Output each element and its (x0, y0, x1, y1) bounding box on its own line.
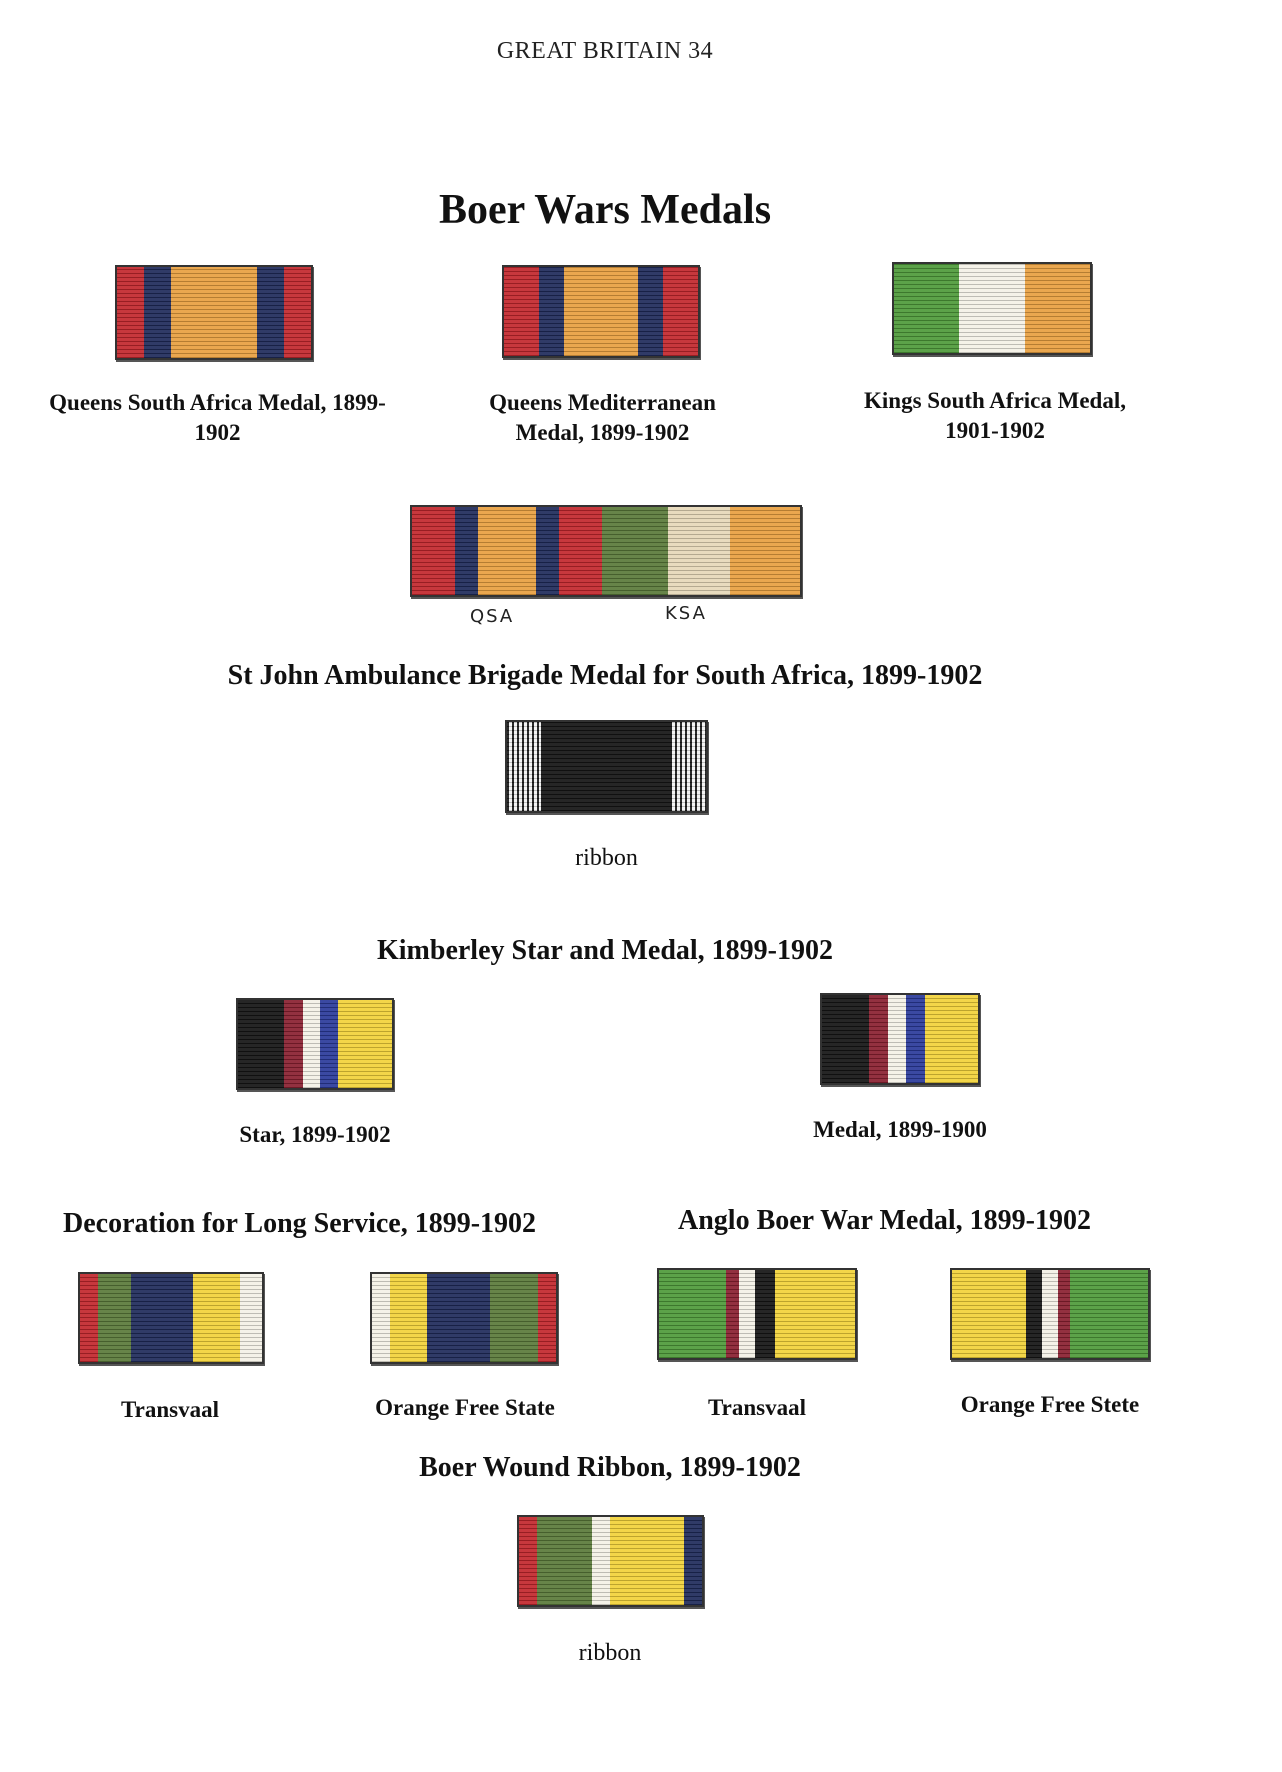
caption-boer-wound: ribbon (578, 1640, 642, 1666)
section-wound: Boer Wound Ribbon, 1899-1902 (419, 1452, 801, 1483)
ribbon-boer-wound (517, 1515, 704, 1607)
ribbon-st-john (505, 720, 708, 813)
page-header: GREAT BRITAIN 34 (496, 38, 714, 64)
caption-long-service-ofs: Orange Free State (375, 1395, 555, 1420)
mark-qsa: QSA (470, 606, 515, 627)
section-long-service: Decoration for Long Service, 1899-1902 (63, 1208, 537, 1239)
section-kimberley: Kimberley Star and Medal, 1899-1902 (376, 935, 833, 966)
page-title: Boer Wars Medals (438, 187, 772, 233)
section-anglo-boer: Anglo Boer War Medal, 1899-1902 (678, 1205, 1091, 1236)
mark-ksa: KSA (665, 603, 707, 624)
ribbon-long-service-ofs (370, 1272, 558, 1364)
section-st-john: St John Ambulance Brigade Medal for South Africa, 1899-1902 (227, 660, 983, 691)
caption-st-john: ribbon (575, 845, 638, 871)
ribbon-kimberley-medal (820, 993, 980, 1085)
ribbon-ksa (892, 262, 1092, 355)
caption-long-service-transvaal: Transvaal (121, 1397, 219, 1422)
caption-qmm: Queens Mediterranean Medal, 1899-1902 (489, 390, 716, 445)
caption-kimberley-star: Star, 1899-1902 (239, 1122, 391, 1147)
caption-ksa: Kings South Africa Medal, 1901-1902 (864, 388, 1126, 443)
ribbon-qsa (115, 265, 313, 360)
ribbon-kimberley-star (236, 998, 394, 1090)
caption-anglo-boer-transvaal: Transvaal (708, 1395, 806, 1420)
caption-kimberley-medal: Medal, 1899-1900 (813, 1117, 987, 1142)
ribbon-qmm (502, 265, 700, 358)
ribbon-anglo-boer-transvaal (657, 1268, 857, 1360)
ribbon-qsa-ksa-combined (410, 505, 802, 597)
caption-anglo-boer-ofs: Orange Free Stete (960, 1392, 1140, 1417)
caption-qsa: Queens South Africa Medal, 1899-1902 (49, 390, 386, 445)
ribbon-anglo-boer-ofs (950, 1268, 1150, 1360)
ribbon-long-service-transvaal (78, 1272, 264, 1364)
